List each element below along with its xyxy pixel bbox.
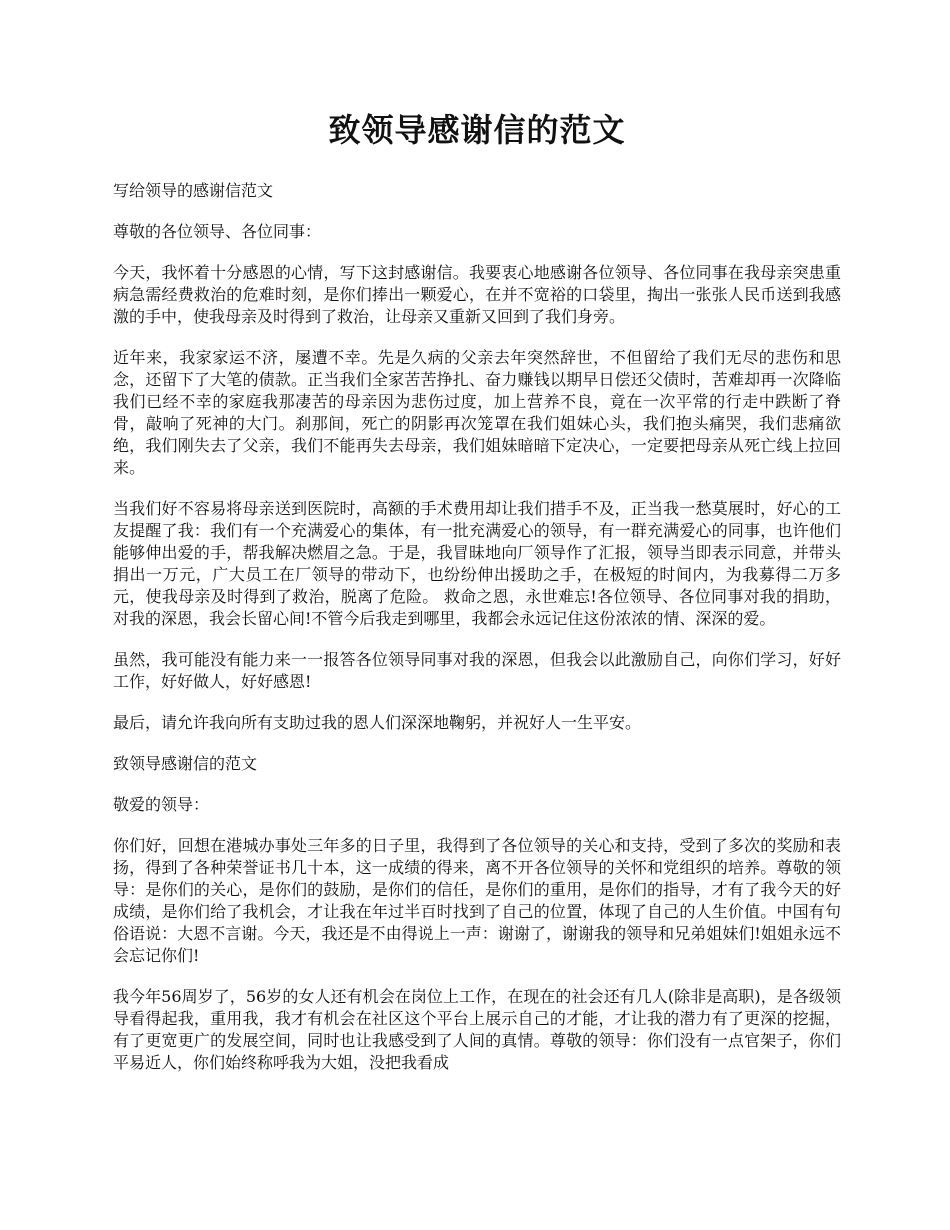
document-page [113, 110, 841, 1093]
paragraph-section-heading: 致领导感谢信的范文 [113, 753, 258, 773]
paragraph-body: 你们好，回想在港城办事处三年多的日子里，我得到了各位领导的关心和支持，受到了多次的奖励和表扬，得到了各种荣誉证书几十本，这一成绩的得来，离不开各位领导的关怀和党组织的培养。尊敬的领导：是你们的关心，是你们的鼓励，是你们的信任，是你们的重用，是你们的指导，才有了我今天的好成绩，是你们给了我机会，才让我在年过半百时找到了自己的位置，体现了自己的人生价值。中国有句俗语说：大恩不言谢。今天，我还是不由得说上一声：谢谢了，谢谢我的领导和兄弟姐妹们!姐姐永远不会忘记你们! [113, 835, 841, 965]
paragraph-body: 虽然，我可能没有能力来一一报答各位领导同事对我的深恩，但我会以此激励自己，向你们学习，好好工作，好好做人，好好感恩! [113, 649, 841, 691]
paragraph-salutation: 敬爱的领导： [113, 794, 210, 814]
paragraph-body: 当我们好不容易将母亲送到医院时，高额的手术费用却让我们措手不及，正当我一愁莫展时，好心的工友提醒了我：我们有一个充满爱心的集体，有一批充满爱心的领导，有一群充满爱心的同事，也许他们能够伸出爱的手，帮我解决燃眉之急。于是，我冒昧地向厂领导作了汇报，领导当即表示同意，并带头捐出一万元，广大员工在厂领导的带动下，也纷纷伸出援助之手，在极短的时间内，为我募得二万多元，使我母亲及时得到了救治，脱离了危险。 救命之恩，永世难忘!各位领导、各位同事对我的捐助，对我的深恩，我会长留心间!不管今后我走到哪里，我都会永远记住这份浓浓的情、深深的爱。 [113, 498, 841, 628]
document-title: 致领导感谢信的范文 [328, 111, 626, 149]
paragraph-body: 近年来，我家家运不济，屡遭不幸。先是久病的父亲去年突然辞世，不但留给了我们无尽的悲伤和思念，还留下了大笔的债款。正当我们全家苦苦挣扎、奋力赚钱以期早日偿还父债时，苦难却再一次降临我们已经不幸的家庭我那凄苦的母亲因为悲伤过度，加上营养不良，竟在一次平常的行走中跌断了脊骨，敲响了死神的大门。刹那间，死亡的阴影再次笼罩在我们姐妹心头，我们抱头痛哭，我们悲痛欲绝，我们刚失去了父亲，我们不能再失去母亲，我们姐妹暗暗下定决心，一定要把母亲从死亡线上拉回来。 [113, 347, 841, 477]
paragraph-salutation: 尊敬的各位领导、各位同事： [113, 221, 322, 241]
paragraph-body: 我今年56周岁了，56岁的女人还有机会在岗位上工作，在现在的社会还有几人(除非是高职)，是各级领导看得起我，重用我，我才有机会在社区这个平台上展示自己的才能，才让我的潜力有了更深的挖掘，有了更宽更广的发展空间，同时也让我感受到了人间的真情。尊敬的领导：你们没有一点官架子，你们平易近人，你们始终称呼我为大姐，没把我看成 [113, 986, 841, 1072]
paragraph-closing: 最后，请允许我向所有支助过我的恩人们深深地鞠躬，并祝好人一生平安。 [113, 712, 642, 732]
paragraph-body: 今天，我怀着十分感恩的心情，写下这封感谢信。我要衷心地感谢各位领导、各位同事在我母亲突患重病急需经费救治的危难时刻，是你们捧出一颗爱心，在并不宽裕的口袋里，掏出一张张人民币送到我感激的手中，使我母亲及时得到了救治，让母亲又重新又回到了我们身旁。 [113, 262, 841, 326]
paragraph-subtitle: 写给领导的感谢信范文 [113, 180, 274, 200]
